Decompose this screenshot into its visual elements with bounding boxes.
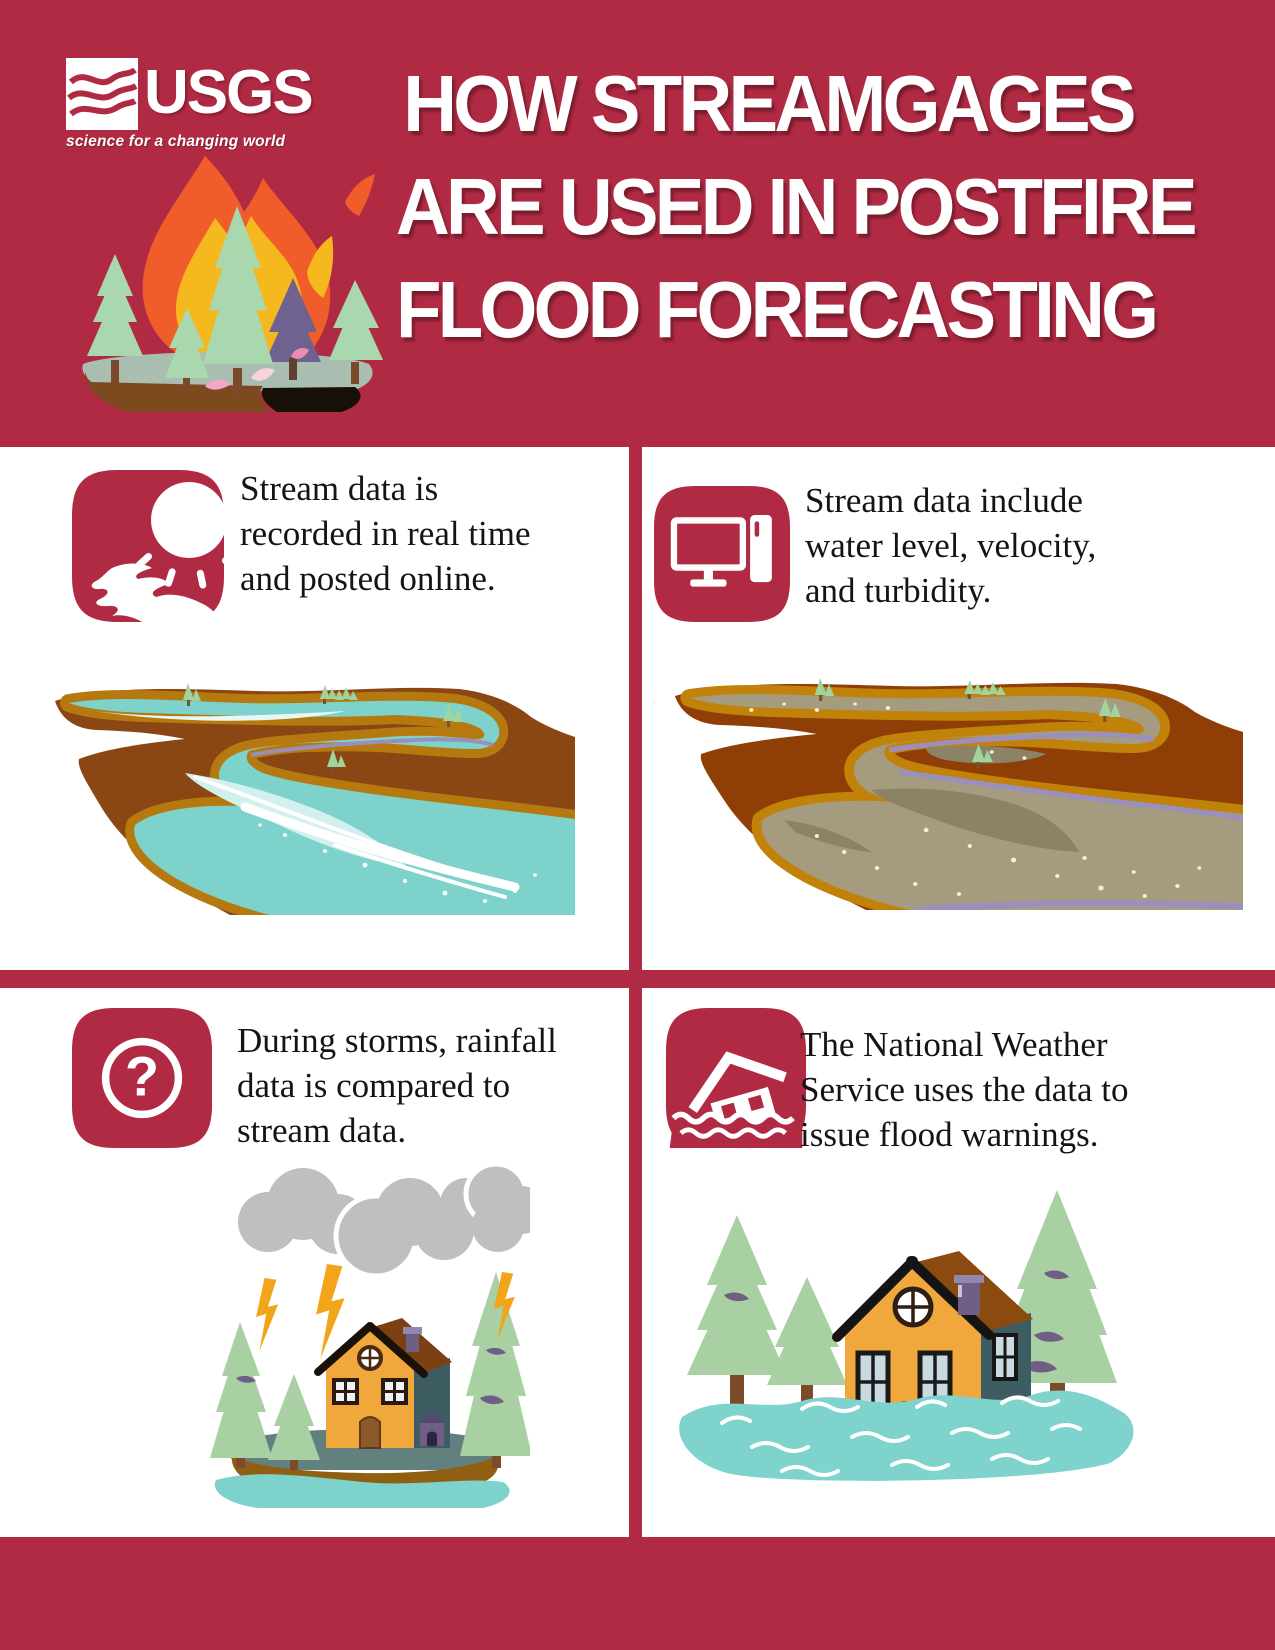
computer-monitor-icon (654, 486, 790, 622)
clean-river-illustration (35, 645, 575, 915)
title-line-3: FLOOD FORECASTING (396, 265, 1156, 354)
caption-line: Stream data is (240, 469, 439, 508)
usgs-logo (66, 58, 326, 151)
vertical-divider (629, 447, 642, 1537)
panel-storms-caption (237, 1018, 557, 1153)
horizontal-divider (0, 970, 1275, 988)
caption-line: issue flood warnings. (800, 1115, 1099, 1154)
storm-tree-small (268, 1374, 320, 1470)
storm-tree-right (460, 1272, 530, 1468)
header-banner (0, 0, 1275, 447)
title-line-2: ARE USED IN POSTFIRE (396, 162, 1194, 251)
caption-line: The National Weather (800, 1025, 1108, 1064)
muddy-river-illustration (653, 640, 1243, 910)
question-mark-icon (72, 1008, 212, 1148)
caption-line: and turbidity. (805, 571, 992, 610)
panel-realtime-caption (240, 466, 531, 601)
usgs-tagline: science for a changing world (66, 133, 286, 150)
panel-parameters-caption (805, 478, 1096, 613)
burning-forest-illustration (55, 150, 395, 422)
storm-house-illustration (198, 1160, 530, 1510)
flood-house-illustration (662, 1185, 1142, 1515)
caption-line: Service uses the data to (800, 1070, 1129, 1109)
caption-line: water level, velocity, (805, 526, 1097, 565)
footer-band (0, 1537, 1275, 1650)
usgs-logo-text: USGS (144, 58, 312, 127)
usgs-wave-icon (66, 58, 138, 130)
caption-line: and posted online. (240, 559, 496, 598)
caption-line: data is compared to (237, 1066, 511, 1105)
caption-line: Stream data include (805, 481, 1083, 520)
panel-nws-caption (800, 1022, 1129, 1157)
stream-sun-icon (72, 470, 224, 622)
flooded-house-icon (666, 1008, 806, 1148)
storm-tree-left (210, 1322, 272, 1468)
caption-line: stream data. (237, 1111, 407, 1150)
title-line-1: HOW STREAMGAGES (403, 59, 1133, 148)
page-title (396, 52, 1194, 361)
question-glyph: ? (124, 1044, 160, 1108)
storm-house (318, 1318, 452, 1448)
storm-clouds (238, 1164, 530, 1276)
caption-line: recorded in real time (240, 514, 531, 553)
caption-line: During storms, rainfall (237, 1021, 557, 1060)
